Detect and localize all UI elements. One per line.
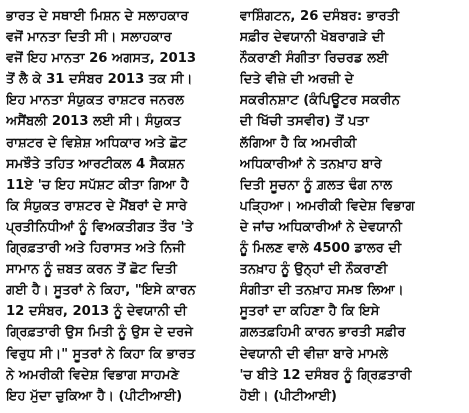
- text-line: ਗ਼ਲਤਫ਼ਹਿਮੀ ਕਾਰਨ ਭਾਰਤੀ ਸਫ਼ੀਰ: [239, 325, 406, 341]
- article-column-left: [6, 6, 231, 409]
- text-line: ਕਿ ਸੰਯੁਕਤ ਰਾਸ਼ਟਰ ਦੇ ਮੈਂਬਰਾਂ ਦੇ ਸਾਰੇ: [6, 198, 188, 214]
- text-line: ਅਸੈਂਬਲੀ 2013 ਲਈ ਸੀ। ਸੰਯੁਕਤ: [6, 114, 181, 130]
- text-line: ਹੋਈ। (ਪੀਟੀਆਈ): [239, 388, 337, 404]
- text-line: ਅਧਿਕਾਰੀਆਂ ਨੇ ਤਨਖ਼ਾਹ ਬਾਰੇ: [239, 156, 382, 172]
- text-line: ਇਹ ਮਾਨਤਾ ਸੰਯੁਕਤ ਰਾਸ਼ਟਰ ਜਨਰਲ: [6, 93, 185, 109]
- text-line: ਸੰਗੀਤਾ ਦੀ ਤਨਖ਼ਾਹ ਸਮਝ ਲਿਆ।: [239, 283, 404, 299]
- text-line: ਦੇਵਯਾਨੀ ਦੀ ਵੀਜ਼ਾ ਬਾਰੇ ਮਾਮਲੇ: [239, 346, 389, 362]
- text-line: ਵਜੋਂ ਇਹ ਮਾਨਤਾ 26 ਅਗਸਤ, 2013: [6, 51, 197, 67]
- text-line: ਗ੍ਰਿਫ਼ਤਾਰੀ ਅਤੇ ਹਿਰਾਸਤ ਅਤੇ ਨਿਜੀ: [6, 241, 186, 257]
- text-line: ਭਾਰਤ ਦੇ ਸਥਾਈ ਮਿਸ਼ਨ ਦੇ ਸਲਾਹਕਾਰ: [6, 9, 189, 24]
- text-line: ਵਿਰੁਧ ਸੀ।" ਸੂਤਰਾਂ ਨੇ ਕਿਹਾ ਕਿ ਭਾਰਤ: [6, 346, 196, 362]
- text-line: 12 ਦਸੰਬਰ, 2013 ਨੂੰ ਦੇਵਯਾਨੀ ਦੀ: [6, 304, 187, 320]
- text-line: ਵਜੋਂ ਮਾਨਤਾ ਦਿਤੀ ਸੀ। ਸਲਾਹਕਾਰ: [6, 30, 172, 46]
- text-line: ਨੌਕਰਾਣੀ ਸੰਗੀਤਾ ਰਿਚਰਡ ਲਈ: [239, 51, 389, 67]
- text-line: 11ਏ 'ਚ ਇਹ ਸਪੱਸ਼ਟ ਕੀਤਾ ਗਿਆ ਹੈ: [6, 177, 189, 193]
- text-line: ਲੱਗਿਆ ਹੈ ਕਿ ਅਮਰੀਕੀ: [239, 135, 357, 151]
- text-line: 'ਚ ਬੀਤੇ 12 ਦਸੰਬਰ ਨੂੰ ਗ੍ਰਿਫ਼ਤਾਰੀ: [239, 367, 412, 383]
- text-line: ਸਮਝੌਤੇ ਤਹਿਤ ਆਰਟੀਕਲ 4 ਸੈਕਸ਼ਨ: [6, 156, 185, 172]
- text-line: ਪ੍ਰਤੀਨਿਧੀਆਂ ਨੂੰ ਵਿਅਕਤੀਗਤ ਤੌਰ 'ਤੇ: [6, 219, 194, 235]
- text-line: ਗਈ ਹੈ। ਸੂਤਰਾਂ ਨੇ ਕਿਹਾ, "ਇਸੇ ਕਾਰਨ: [6, 283, 196, 299]
- text-line: ਦੀ ਖਿੱਚੀ ਤਸਵੀਰ) ਤੋਂ ਪਤਾ: [239, 114, 369, 130]
- text-line: ਸਾਮਾਨ ਨੂੰ ਜ਼ਬਤ ਕਰਨ ਤੋਂ ਛੋਟ ਦਿਤੀ: [6, 262, 177, 278]
- text-line: ਤਨਖ਼ਾਹ ਨੂੰ ਉਨ੍ਹਾਂ ਦੀ ਨੌਕਰਾਣੀ: [239, 262, 388, 278]
- text-line: ਗ੍ਰਿਫ਼ਤਾਰੀ ਉਸ ਮਿਤੀ ਨੂੰ ਉਸ ਦੇ ਦਰਜੇ: [6, 325, 193, 341]
- text-line: ਰਾਸ਼ਟਰ ਦੇ ਵਿਸ਼ੇਸ਼ ਅਧਿਕਾਰ ਅਤੇ ਛੋਟ: [6, 135, 187, 151]
- text-line: ਤੋਂ ਲੈ ਕੇ 31 ਦਸੰਬਰ 2013 ਤਕ ਸੀ।: [6, 72, 193, 88]
- text-line: ਦੇ ਜਾਂਚ ਅਧਿਕਾਰੀਆਂ ਨੇ ਦੇਵਯਾਨੀ: [239, 219, 402, 235]
- text-line: ਸਕਰੀਨਸ਼ਾਟ (ਕੰਪਿਊਟਰ ਸਕਰੀਨ: [239, 93, 400, 109]
- text-line: ਸਫ਼ੀਰ ਦੇਵਯਾਨੀ ਖੋਬਰਾਗੜੇ ਦੀ: [239, 30, 385, 46]
- text-line: ਸੂਤਰਾਂ ਦਾ ਕਹਿਣਾ ਹੈ ਕਿ ਇਸੇ: [239, 304, 380, 320]
- text-line: ਦਿਤੇ ਵੀਜ਼ੇ ਦੀ ਅਰਜ਼ੀ ਦੇ: [239, 72, 354, 88]
- text-line: ਨੇ ਅਮਰੀਕੀ ਵਿਦੇਸ਼ ਵਿਭਾਗ ਸਾਹਮਣੇ: [6, 367, 180, 383]
- text-line: ਦਿਤੀ ਸੂਚਨਾ ਨੂੰ ਗ਼ਲਤ ਢੰਗ ਨਾਲ: [239, 177, 393, 193]
- text-line: ਇਹ ਮੁੱਦਾ ਚੁਕਿਆ ਹੈ। (ਪੀਟੀਆਈ): [6, 388, 183, 404]
- text-line: ਨੂੰ ਮਿਲਣ ਵਾਲੇ 4500 ਡਾਲਰ ਦੀ: [239, 241, 402, 257]
- text-line: ਵਾਸ਼ਿੰਗਟਨ, 26 ਦਸੰਬਰ: ਭਾਰਤੀ: [239, 9, 400, 24]
- text-line: ਪੜ੍ਹਿਆ। ਅਮਰੀਕੀ ਵਿਦੇਸ਼ ਵਿਭਾਗ: [239, 198, 415, 214]
- article-column-right: [240, 6, 465, 409]
